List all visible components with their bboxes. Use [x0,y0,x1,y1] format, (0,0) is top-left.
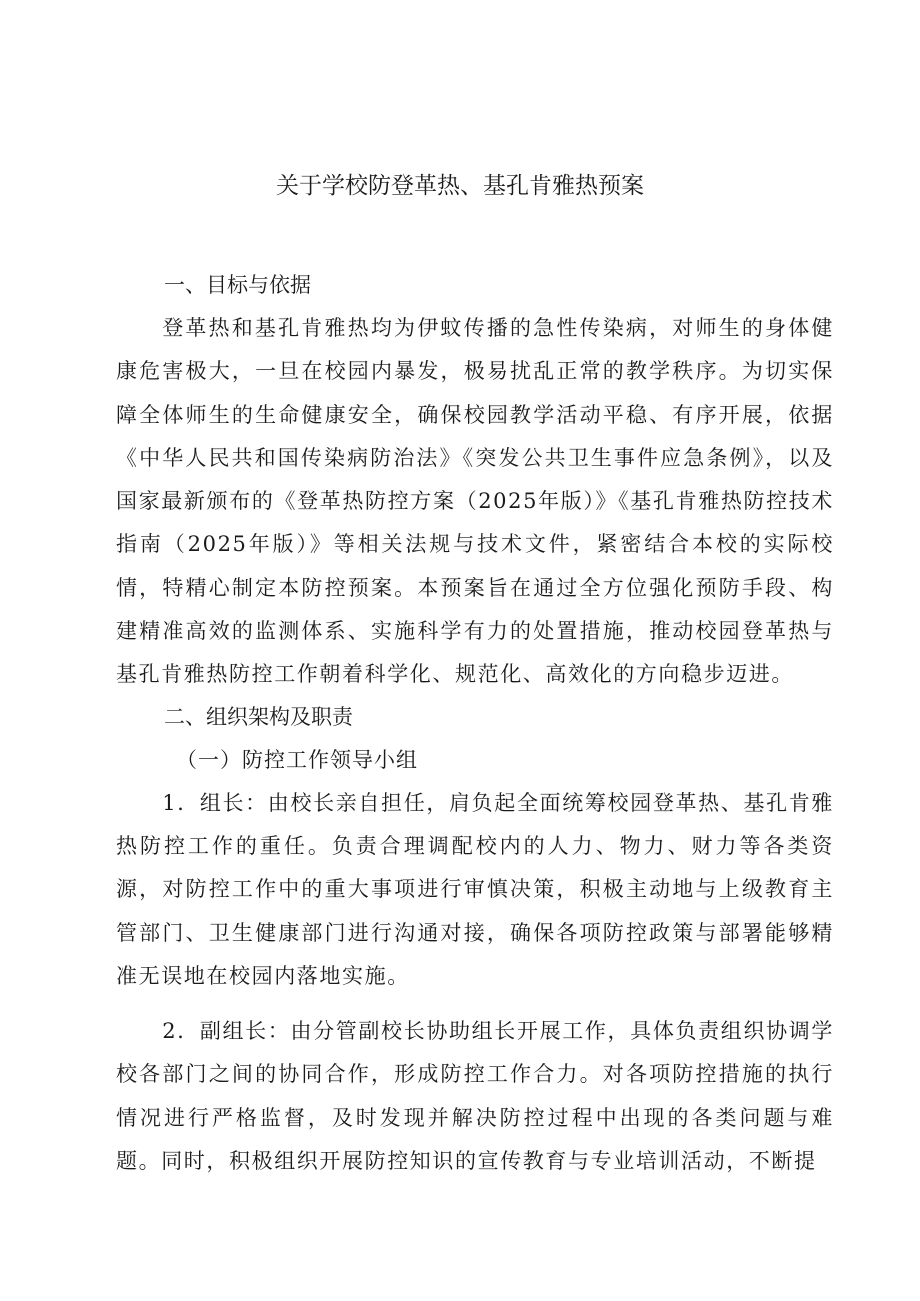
section-heading-2: 二、组织架构及职责 [164,704,353,729]
subsection-heading-1: （一）防控工作领导小组 [176,747,418,772]
paragraph-gap [116,998,834,1010]
document-title: 关于学校防登革热、基孔肯雅热预案 [276,173,644,199]
section-2-paragraph-2: 2．副组长：由分管副校长协助组长开展工作，具体负责组织协调学校各部门之间的协同合作，形成防控工作合力。对各项防控措施的执行情况进行严格监督，及时发现并解决防控过程中出现的各类问题与难题。同时，积极组织开展防控知识的宣传教育与专业培训活动，不断提 [116,1019,834,1174]
section-heading-1: 一、目标与依据 [164,273,311,297]
section-1-paragraph-1: 登革热和基孔肯雅热均为伊蚊传播的急性传染病，对师生的身体健康危害极大，一旦在校园内暴发，极易扰乱正常的教学秩序。为切实保障全体师生的生命健康安全，确保校园教学活动平稳、有序开展，依据《中华人民共和国传染病防治法》《突发公共卫生事件应急条例》，以及国家最新颁布的《登革热防控方案（2025年版）》《基孔肯雅热防控技术指南（2025年版）》等相关法规与技术文件，紧密结合本校的实际校情，特精心制定本防控预案。本预案旨在通过全方位强化预防手段、构建精准高效的监测体系、实施科学有力的处置措施，推动校园登革热与基孔肯雅热防控工作朝着科学化、规范化、高效化的方向稳步迈进。 [116,316,834,687]
document-body [116,263,834,1183]
section-2-paragraph-1: 1．组长：由校长亲自担任，肩负起全面统筹校园登革热、基孔肯雅热防控工作的重任。负责合理调配校内的人力、物力、财力等各类资源，对防控工作中的重大事项进行审慎决策，积极主动地与上级教育主管部门、卫生健康部门进行沟通对接，确保各项防控政策与部署能够精准无误地在校园内落地实施。 [116,790,834,988]
